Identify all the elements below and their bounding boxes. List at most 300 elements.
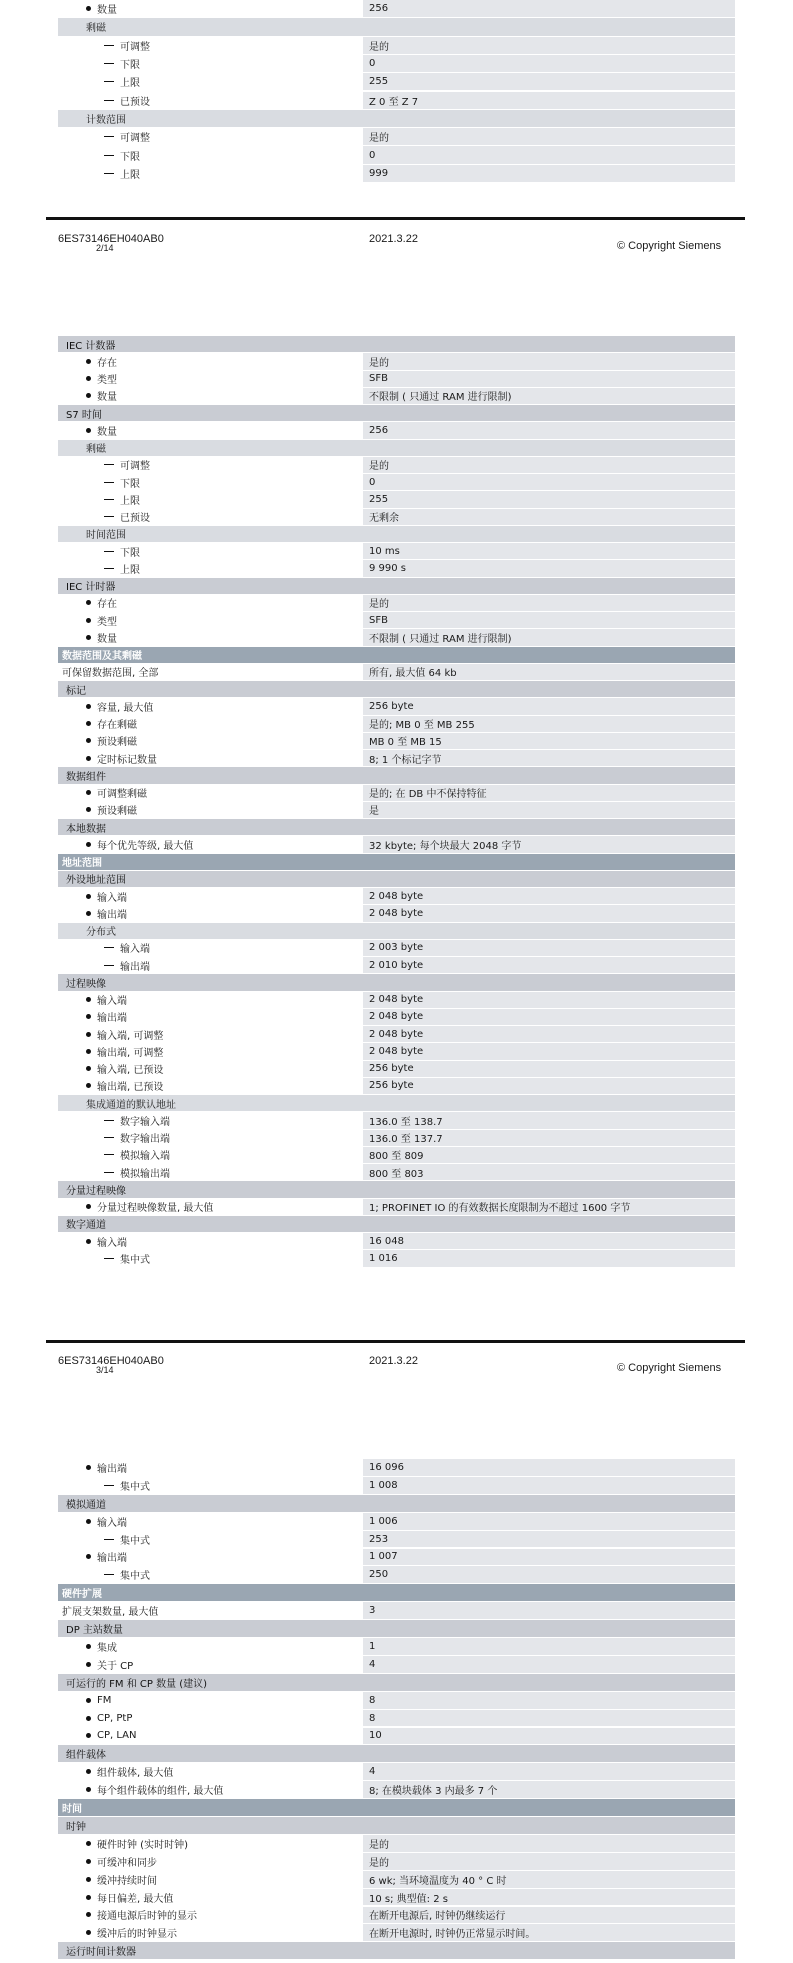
bullet-icon (86, 1787, 91, 1792)
spec-value: SFB (363, 612, 735, 628)
subsection-header (58, 526, 735, 542)
bullet-icon (86, 1204, 91, 1209)
spec-label (86, 733, 137, 749)
spec-value: 256 byte (363, 698, 735, 714)
spec-value: 1 006 (363, 1513, 735, 1530)
spec-row (58, 457, 735, 473)
spec-label (86, 595, 117, 611)
bullet-icon (86, 1733, 91, 1738)
spec-row (58, 629, 735, 645)
dash-icon (104, 464, 114, 465)
spec-label (86, 1924, 177, 1941)
dash-icon (104, 499, 114, 500)
spec-value: 253 (363, 1531, 735, 1548)
spec-label (62, 664, 158, 680)
spec-label-text: 下限 (120, 151, 140, 163)
spec-label (104, 1477, 150, 1494)
bullet-icon (86, 1049, 91, 1054)
spec-label (104, 940, 150, 956)
section-header (58, 1745, 735, 1762)
section-header (58, 819, 735, 835)
spec-label (104, 55, 140, 72)
spec-label (86, 1692, 111, 1709)
spec-value: 所有, 最大值 64 kb (363, 664, 735, 680)
spec-label-text: 数字输出端 (120, 1134, 170, 1146)
spec-label (104, 1164, 170, 1180)
spec-value: 8 (363, 1710, 735, 1727)
subsection-header (58, 440, 735, 456)
spec-label-text: 上限 (120, 495, 140, 507)
spec-value: 是的; 在 DB 中不保持特征 (363, 785, 735, 801)
subsection-header (58, 923, 735, 939)
spec-label (104, 1147, 170, 1163)
spec-label-text: 下限 (120, 547, 140, 559)
spec-label-text: 定时标记数量 (97, 754, 157, 766)
spec-row (58, 940, 735, 956)
spec-row (58, 1656, 735, 1673)
bullet-icon (86, 1554, 91, 1559)
spec-row (58, 1889, 735, 1906)
subsection-header (58, 110, 735, 127)
spec-label-text: 类型 (97, 616, 117, 628)
spec-label-text: 已预设 (120, 96, 150, 108)
spec-row (58, 509, 735, 525)
bullet-icon (86, 807, 91, 812)
spec-value: 9 990 s (363, 560, 735, 576)
spec-value: 不限制 ( 只通过 RAM 进行限制) (363, 388, 735, 404)
spec-label-text: 下限 (120, 60, 140, 72)
spec-value: 1 008 (363, 1477, 735, 1494)
section-label: S7 时间 (66, 409, 102, 421)
main-section-header (58, 854, 735, 870)
spec-label (86, 1853, 157, 1870)
section-label: 运行时间计数器 (66, 1947, 136, 1959)
spec-label (86, 1078, 163, 1094)
spec-value: SFB (363, 371, 735, 387)
section-header (58, 1674, 735, 1691)
section-label: 硬件扩展 (62, 1589, 102, 1601)
spec-label (86, 1907, 197, 1924)
spec-value: 是的 (363, 128, 735, 145)
spec-label-text: 输入端 (97, 892, 127, 904)
page-divider (46, 217, 745, 220)
bullet-icon (86, 738, 91, 743)
bullet-icon (86, 1465, 91, 1470)
spec-row (58, 1061, 735, 1077)
spec-label (104, 957, 150, 973)
spec-row (58, 1043, 735, 1059)
spec-label-text: 模拟输出端 (120, 1168, 170, 1180)
spec-value: 0 (363, 55, 735, 72)
spec-row (58, 595, 735, 611)
spec-row (58, 1710, 735, 1727)
footer-page-number: 3/14 (96, 1365, 114, 1375)
footer-date: 2021.3.22 (369, 233, 418, 245)
subsection-header (58, 1095, 735, 1111)
spec-value: MB 0 至 MB 15 (363, 733, 735, 749)
spec-label (86, 1233, 127, 1249)
spec-label (86, 0, 117, 17)
spec-value: 256 (363, 0, 735, 17)
spec-label-text: 可调整 (120, 41, 150, 53)
spec-label-text: 存在剩磁 (97, 720, 137, 732)
spec-value: 800 至 803 (363, 1164, 735, 1180)
spec-row (58, 1549, 735, 1566)
dash-icon (104, 482, 114, 483)
footer-date: 2021.3.22 (369, 1355, 418, 1367)
spec-label (86, 785, 147, 801)
spec-label (86, 388, 117, 404)
spec-label (86, 1549, 127, 1566)
spec-label-text: 预设剩磁 (97, 806, 137, 818)
spec-row (58, 1147, 735, 1163)
spec-row (58, 474, 735, 490)
spec-label (86, 1009, 127, 1025)
spec-row (58, 1638, 735, 1655)
bullet-icon (86, 1877, 91, 1882)
section-header (58, 1942, 735, 1959)
dash-icon (104, 1172, 114, 1173)
spec-label-text: FM (97, 1694, 112, 1706)
spec-value: 8; 1 个标记字节 (363, 750, 735, 766)
spec-value: 8 (363, 1692, 735, 1709)
spec-label (86, 1728, 137, 1745)
spec-label (104, 165, 140, 182)
spec-label (104, 128, 150, 145)
spec-value: 136.0 至 137.7 (363, 1130, 735, 1146)
spec-row (58, 1026, 735, 1042)
spec-label (104, 457, 150, 473)
spec-label (86, 836, 193, 852)
spec-label-text: 已预设 (120, 513, 150, 525)
spec-label-text: 缓冲后的时钟显示 (97, 1929, 177, 1941)
spec-row (58, 543, 735, 559)
dash-icon (104, 155, 114, 156)
bullet-icon (86, 359, 91, 364)
dash-icon (104, 1574, 114, 1575)
spec-label (86, 992, 127, 1008)
section-label: 地址范围 (62, 858, 102, 870)
spec-label (104, 1112, 170, 1128)
spec-label-text: 下限 (120, 478, 140, 490)
subsection-bar (58, 923, 735, 939)
spec-row (58, 353, 735, 369)
spec-value: 不限制 ( 只通过 RAM 进行限制) (363, 629, 735, 645)
section-label: 本地数据 (66, 823, 106, 835)
spec-value: 256 (363, 422, 735, 438)
spec-label-text: 输出端 (97, 1553, 127, 1565)
spec-label (86, 750, 157, 766)
spec-label-text: 每个优先等级, 最大值 (97, 840, 194, 852)
spec-label (104, 491, 140, 507)
bullet-icon (86, 618, 91, 623)
spec-row (58, 146, 735, 163)
bullet-icon (86, 790, 91, 795)
main-section-header (58, 647, 735, 663)
spec-row (58, 1781, 735, 1798)
spec-row (58, 1531, 735, 1548)
subsection-bar (58, 110, 735, 127)
spec-label (86, 1835, 188, 1852)
spec-row (58, 73, 735, 90)
spec-row (58, 1871, 735, 1888)
spec-value: 999 (363, 165, 735, 182)
spec-label-text: CP, PtP (97, 1712, 133, 1724)
spec-row (58, 802, 735, 818)
spec-row (58, 1513, 735, 1530)
dash-icon (104, 568, 114, 569)
dash-icon (104, 173, 114, 174)
spec-row (58, 1233, 735, 1249)
bullet-icon (86, 1066, 91, 1071)
spec-value: 2 048 byte (363, 905, 735, 921)
spec-label-text: 可调整 (120, 133, 150, 145)
spec-value: 1 007 (363, 1549, 735, 1566)
spec-value: 0 (363, 474, 735, 490)
spec-value: 2 048 byte (363, 1009, 735, 1025)
bullet-icon (86, 842, 91, 847)
section-label: 分布式 (86, 927, 116, 939)
spec-value: 2 048 byte (363, 1043, 735, 1059)
spec-label-text: CP, LAN (97, 1730, 137, 1742)
spec-row (58, 785, 735, 801)
spec-value: 16 096 (363, 1459, 735, 1476)
spec-label (86, 371, 117, 387)
bullet-icon (86, 1841, 91, 1846)
dash-icon (104, 100, 114, 101)
section-label: 计数范围 (86, 114, 126, 126)
spec-row (58, 1130, 735, 1146)
section-header (58, 1620, 735, 1637)
spec-label-text: 输入端 (97, 1237, 127, 1249)
spec-value: 256 byte (363, 1061, 735, 1077)
subsection-bar (58, 440, 735, 456)
spec-row (58, 491, 735, 507)
spec-label-text: 数字输入端 (120, 1116, 170, 1128)
spec-value: 250 (363, 1566, 735, 1583)
spec-label (104, 1531, 150, 1548)
section-label: 模拟通道 (66, 1499, 106, 1511)
spec-label (86, 1513, 127, 1530)
spec-label-text: 集成 (97, 1642, 117, 1654)
bullet-icon (86, 756, 91, 761)
dash-icon (104, 551, 114, 552)
spec-row (58, 422, 735, 438)
spec-row (58, 836, 735, 852)
spec-label (86, 698, 153, 714)
spec-label (86, 1638, 117, 1655)
spec-label-text: 数量 (97, 633, 117, 645)
spec-label-text: 可调整剩磁 (97, 789, 147, 801)
spec-label (86, 905, 127, 921)
spec-label (86, 1763, 173, 1780)
spec-label-text: 输入端 (120, 944, 150, 956)
spec-label-text: 集中式 (120, 1254, 150, 1266)
section-label: 数据组件 (66, 771, 106, 783)
spec-value: 是的 (363, 457, 735, 473)
spec-value: Z 0 至 Z 7 (363, 92, 735, 109)
spec-row (58, 128, 735, 145)
section-label: 组件载体 (66, 1750, 106, 1762)
section-header (58, 1817, 735, 1834)
dash-icon (104, 136, 114, 137)
spec-label (86, 1710, 132, 1727)
bullet-icon (86, 1930, 91, 1935)
spec-label-text: 输出端, 可调整 (97, 1047, 164, 1059)
section-label: IEC 计数器 (66, 340, 116, 352)
section-label: 可运行的 FM 和 CP 数量 (建议) (66, 1678, 208, 1690)
footer-code: 6ES73146EH040AB0 (58, 1355, 164, 1367)
subsection-bar (58, 18, 735, 35)
spec-row (58, 664, 735, 680)
spec-value: 255 (363, 73, 735, 90)
bullet-icon (86, 600, 91, 605)
spec-label-text: 上限 (120, 78, 140, 90)
spec-row (58, 1112, 735, 1128)
spec-label (86, 1199, 213, 1215)
spec-label-text: 分量过程映像数量, 最大值 (97, 1203, 214, 1215)
spec-label-text: 输出端, 已预设 (97, 1082, 164, 1094)
spec-label-text: 上限 (120, 169, 140, 181)
spec-value: 是的; MB 0 至 MB 255 (363, 716, 735, 732)
dash-icon (104, 1539, 114, 1540)
spec-value: 2 048 byte (363, 888, 735, 904)
dash-icon (104, 1258, 114, 1259)
bullet-icon (86, 894, 91, 899)
spec-label-text: 数量 (97, 5, 117, 17)
spec-label-text: 预设剩磁 (97, 737, 137, 749)
spec-label (104, 1566, 150, 1583)
section-header (58, 336, 735, 352)
spec-value: 1 (363, 1638, 735, 1655)
spec-row (58, 1602, 735, 1619)
spec-label (104, 92, 150, 109)
section-header (58, 578, 735, 594)
spec-row (58, 1853, 735, 1870)
spec-row (58, 1835, 735, 1852)
spec-row (58, 1009, 735, 1025)
spec-value: 2 048 byte (363, 992, 735, 1008)
section-label: 剩磁 (86, 23, 106, 35)
section-label: 过程映像 (66, 978, 106, 990)
spec-label (104, 1250, 150, 1266)
bullet-icon (86, 721, 91, 726)
spec-label-text: 组件载体, 最大值 (97, 1768, 174, 1780)
footer-page-number: 2/14 (96, 243, 114, 253)
spec-value: 2 010 byte (363, 957, 735, 973)
spec-label-text: 关于 CP (97, 1660, 134, 1672)
dash-icon (104, 1485, 114, 1486)
spec-value: 3 (363, 1602, 735, 1619)
bullet-icon (86, 997, 91, 1002)
spec-value: 8; 在模块载体 3 内最多 7 个 (363, 1781, 735, 1798)
dash-icon (104, 63, 114, 64)
spec-label-text: 类型 (97, 375, 117, 387)
spec-label (86, 1061, 163, 1077)
spec-label-text: 每日偏差, 最大值 (97, 1893, 174, 1905)
spec-row (58, 733, 735, 749)
spec-label-text: 存在 (97, 599, 117, 611)
spec-label (86, 1871, 157, 1888)
spec-label (86, 353, 117, 369)
spec-value: 是的 (363, 1835, 735, 1852)
spec-label (86, 802, 137, 818)
spec-label-text: 输出端 (120, 961, 150, 973)
spec-value: 10 s; 典型值: 2 s (363, 1889, 735, 1906)
spec-label (104, 509, 150, 525)
spec-label (104, 73, 140, 90)
spec-row (58, 888, 735, 904)
spec-label (86, 1781, 223, 1798)
bullet-icon (86, 1698, 91, 1703)
spec-label-text: 集中式 (120, 1535, 150, 1547)
spec-label-text: 输入端, 已预设 (97, 1065, 164, 1077)
section-label: 数字通道 (66, 1220, 106, 1232)
spec-row (58, 371, 735, 387)
spec-row (58, 1477, 735, 1494)
bullet-icon (86, 376, 91, 381)
spec-value: 0 (363, 146, 735, 163)
spec-label-text: 容量, 最大值 (97, 702, 154, 714)
spec-label (104, 543, 140, 559)
subsection-bar (58, 526, 735, 542)
spec-value: 在断开电源时, 时钟仍正常显示时间。 (363, 1924, 735, 1941)
spec-label-text: 缓冲持续时间 (97, 1875, 157, 1887)
section-label: 时间范围 (86, 530, 126, 542)
bullet-icon (86, 1032, 91, 1037)
spec-row (58, 1459, 735, 1476)
spec-row (58, 1692, 735, 1709)
spec-row (58, 1924, 735, 1941)
spec-value: 2 048 byte (363, 1026, 735, 1042)
spec-row (58, 0, 735, 17)
bullet-icon (86, 1662, 91, 1667)
section-label: 集成通道的默认地址 (86, 1099, 176, 1111)
bullet-icon (86, 1895, 91, 1900)
section-label: 时钟 (66, 1821, 86, 1833)
spec-value: 6 wk; 当环境温度为 40 ° C 时 (363, 1871, 735, 1888)
spec-row (58, 1199, 735, 1215)
section-label: 标记 (66, 685, 86, 697)
spec-row (58, 698, 735, 714)
spec-label-text: 可缓冲和同步 (97, 1857, 157, 1869)
section-header (58, 974, 735, 990)
spec-value: 10 (363, 1728, 735, 1745)
section-label: 数据范围及其剩磁 (62, 651, 142, 663)
spec-value: 是 (363, 802, 735, 818)
spec-label (86, 888, 127, 904)
spec-row (58, 92, 735, 109)
spec-label-text: 输入端, 可调整 (97, 1030, 164, 1042)
section-header (58, 681, 735, 697)
spec-label (86, 612, 117, 628)
spec-row (58, 1763, 735, 1780)
spec-row (58, 1907, 735, 1924)
spec-row (58, 560, 735, 576)
bullet-icon (86, 1519, 91, 1524)
spec-label (86, 629, 117, 645)
spec-value: 4 (363, 1656, 735, 1673)
spec-label-text: 每个组件载体的组件, 最大值 (97, 1786, 224, 1798)
dash-icon (104, 1120, 114, 1121)
spec-label-text: 扩展支架数量, 最大值 (62, 1607, 159, 1619)
spec-label-text: 集中式 (120, 1481, 150, 1493)
bullet-icon (86, 635, 91, 640)
main-section-header (58, 1799, 735, 1816)
spec-value: 是的 (363, 37, 735, 54)
spec-label-text: 模拟输入端 (120, 1151, 170, 1163)
spec-row (58, 716, 735, 732)
